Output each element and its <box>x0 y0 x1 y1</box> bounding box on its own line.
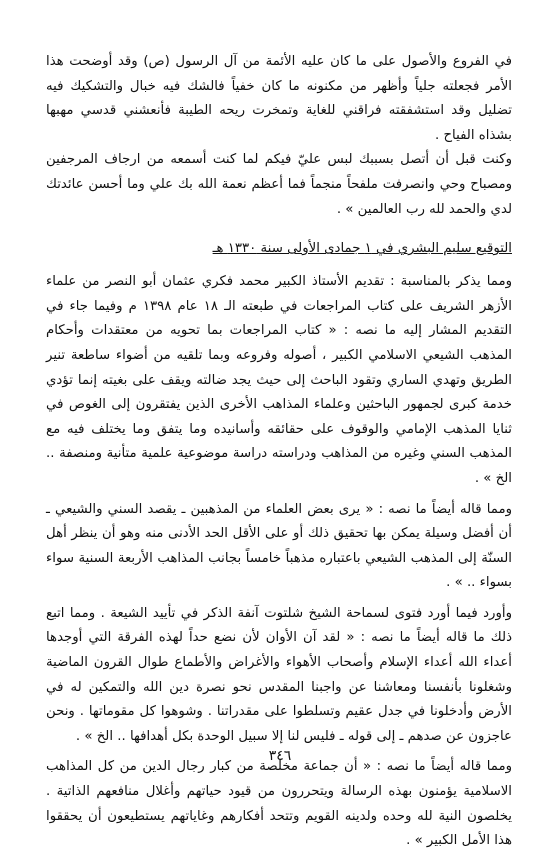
paragraph-5: وأورد فيما أورد فتوى لسماحة الشيخ شلتوت آنفة الذكر في تأييد الشيعة . ومما اتبع ذلك ما قاله أيضاً ما نصه : « لقد آن الأوان لأن نضع حداً لهذه الفرقة التي أوجدها أعداء الله أعداء الإسلام وأصحاب الأهواء والأغراض والأطماع طوال القرون الماضية وشغلونا بأنفسنا ومعاشنا عن واجبنا المقدس نحو نصرة دين الله والتمكين له في الأرض وأدخلونا في جدل عقيم وتسلطوا على مقدراتنا . وشوهوا كل مقوماتها . ونحن عاجزون عن صدهم ـ إلى قوله ـ فليس لنا إلا سبيل الوحدة بكل أهدافها .. الخ » . <box>46 605 512 744</box>
paragraph-2: وكنت قبل أن أتصل بسببك لبس عليّ فيكم لما كنت أسمعه من ارجاف المرجفين ومصباح وحي وانصرفت ملفحاً منجماً فما أعظم نعمة الله بك علي وما أحسن عائدتك لدي والحمد لله رب العالمين » . <box>46 152 512 217</box>
page-number: ٣٤٦ <box>268 748 292 764</box>
paragraph-1: في الفروع والأصول على ما كان عليه الأئمة من آل الرسول (ص) وقد أوضحت هذا الأمر فجعلته جلياً وأظهر من مكنونه ما كان خفياً فالشك فيه خبال والتشكيك فيه تضليل وقد استشفقته فراقني للغاية وتمخرت ريحه الطيبة فأنعشني قدسي مهبها بشذاه الفياح . <box>46 54 512 143</box>
paragraph-3: ومما يذكر بالمناسبة : تقديم الأستاذ الكبير محمد فكري عثمان أبو النصر من علماء الأزهر الشريف على كتاب المراجعات في طبعته الـ ١٨ عام ١٣٩٨ م وفيما جاء في التقديم المشار إليه ما نصه : « كتاب المراجعات بما تحويه من معتقدات وأحكام المذهب الشيعي الاسلامي الكبير ، أصوله وفروعه وبما تلقيه من أضواء ساطعة تنير الطريق وتهدي الساري وتقود الباحث إلى حيث يجد ضالته ويقف على بغيته إنما تؤدي خدمة كبرى لجمهور الباحثين وعلماء المذاهب الأخرى الذين يفتقرون إلى الغوص في ثنايا المذهب الإمامي والوقوف على حقائقه وأسانيده وما يتفق وما يختلف فيه مع المذهب السني وغيره من المذاهب ودراسته دراسة موضوعية علمية متأنية ومنصفة .. الخ » . <box>46 274 512 486</box>
signature-line: التوقيع سليم البشري في ١ جمادى الأولى سنة ١٣٣٠ هـ <box>212 241 512 257</box>
paragraph-4: ومما قاله أيضاً ما نصه : « يرى بعض العلماء من المذهبين ـ يقصد السني والشيعي ـ أن أفضل وسيلة يمكن بها تحقيق ذلك أو على الأقل الحد الأدنى منه وهو أن ينظر أهل السنّة إلى المذهب الشيعي باعتباره مذهباً خامساً بجانب المذاهب الأربعة السنية سواء بسواء .. » . <box>46 501 512 591</box>
paragraph-6: ومما قاله أيضاً ما نصه : « أن جماعة مخلصة من كبار رجال الدين من كل المذاهب الاسلامية يؤمنون بهذه الرسالة ويتحررون من قيود حياتهم وأغلال منافعهم الذاتية . يخلصون النية لله وحده ولدينه القويم وتتحد أفكارهم وغاياتهم يستطيعون أن يحققوا هذا الأمل الكبير » . <box>46 759 512 849</box>
